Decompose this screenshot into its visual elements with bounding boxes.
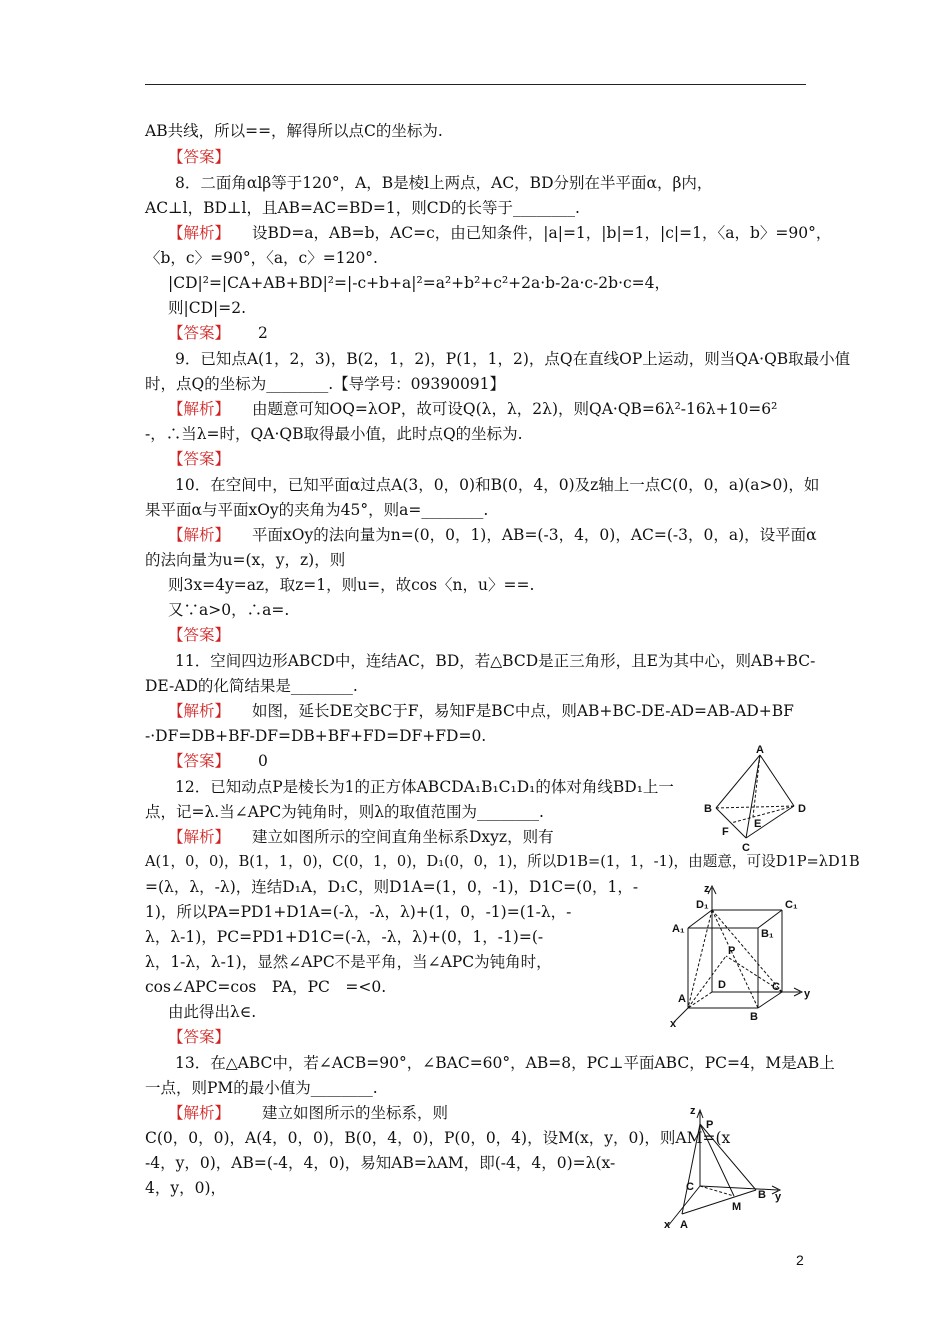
analysis-line: 建立如图所示的坐标系，则: [262, 1104, 449, 1122]
figure-label: y: [804, 988, 811, 1000]
question-12-line: 12．已知动点P是棱长为1的正方体ABCDA₁B₁C₁D₁的体对角线BD₁上一: [175, 778, 674, 796]
figure-label: C: [772, 981, 780, 993]
figure-label: B: [704, 803, 712, 815]
analysis-line: 1)，所以PA=PD1+D1A=(-λ，-λ，λ)+(1，0，-1)=(1-λ，-: [145, 903, 572, 921]
figure-label: D₁: [696, 899, 709, 911]
analysis-line: -，∴当λ=时，QA·QB取得最小值，此时点Q的坐标为.: [145, 425, 523, 443]
figure-label: x: [670, 1018, 677, 1030]
analysis-line: λ，1-λ，λ-1)，显然∠APC不是平角，当∠APC为钝角时，: [145, 953, 552, 971]
question-8-line: AC⊥l，BD⊥l，且AB=AC=BD=1，则CD的长等于________.: [145, 199, 580, 217]
analysis-line: -·DF=DB+BF-DF=DB+BF+FD=DF+FD=0.: [145, 727, 487, 745]
figure-label: B: [750, 1011, 758, 1023]
figure-label: P: [728, 945, 736, 957]
analysis-line: 则3x=4y=az，取z=1，则u=，故cos〈n，u〉==.: [168, 576, 535, 594]
figure-label: A: [678, 993, 686, 1005]
figure-label: z: [704, 883, 710, 895]
page-number: 2: [796, 1252, 804, 1268]
answer-tag: 【答案】: [168, 626, 231, 644]
analysis-line: 建立如图所示的空间直角坐标系Dxyz，则有: [252, 828, 554, 846]
header-rule: [145, 84, 806, 85]
figure-label: F: [722, 826, 729, 838]
analysis-line: 又∵a>0，∴a=.: [168, 601, 290, 619]
answer-tag: 【答案】: [168, 1028, 231, 1046]
cube-figure: [660, 880, 820, 1030]
analysis-tag: 【解析】: [168, 828, 231, 846]
figure-label: D: [798, 803, 806, 815]
answer-tag: 【答案】: [168, 752, 231, 770]
figure-label: D: [718, 979, 726, 991]
analysis-line: λ，λ-1)，PC=PD1+D1C=(-λ，-λ，λ)+(0，1，-1)=(-: [145, 928, 544, 946]
text-line: AB共线，所以==，解得所以点C的坐标为.: [145, 122, 443, 140]
figure-label: C₁: [785, 899, 798, 911]
analysis-line: A(1，0，0)，B(1，1，0)，C(0，1，0)，D₁(0，0，1)，所以D1B=(1，1，-1)，由题意，可设D1P=λD1B: [145, 853, 860, 870]
analysis-line: 则|CD|=2.: [168, 299, 247, 317]
figure-label: A₁: [672, 923, 685, 935]
analysis-line: 〈b，c〉=90°，〈a，c〉=120°.: [145, 249, 378, 267]
figure-label: C: [686, 1181, 694, 1193]
figure-label: A: [680, 1219, 688, 1231]
analysis-line: 由题意可知OQ=λOP，故可设Q(λ，λ，2λ)，则QA·QB=6λ²-16λ+10=6²: [252, 400, 778, 418]
question-9-line: 时，点Q的坐标为________.【导学号：09390091】: [145, 375, 506, 393]
figure-label: A: [756, 745, 764, 756]
figure-label: z: [690, 1105, 696, 1117]
analysis-line: -4，y，0)，AB=(-4，4，0)，易知AB=λAM，即(-4，4，0)=λ(x-: [145, 1154, 616, 1172]
question-9-line: 9．已知点A(1，2，3)，B(2，1，2)，P(1，1，2)，点Q在直线OP上运动，则当QA·QB取最小值: [175, 350, 851, 368]
analysis-tag: 【解析】: [168, 526, 231, 544]
question-10-line: 果平面α与平面xOy的夹角为45°，则a=________.: [145, 501, 489, 519]
analysis-line: 的法向量为u=(x，y，z)，则: [145, 551, 346, 569]
analysis-line: 平面xOy的法向量为n=(0，0，1)，AB=(-3，4，0)，AC=(-3，0，a)，设平面α: [252, 526, 817, 544]
answer-tag: 【答案】: [168, 148, 231, 166]
triangle-figure: [660, 1104, 790, 1232]
analysis-line: 如图，延长DE交BC于F，易知F是BC中点，则AB+BC-DE-AD=AB-AD+BF: [252, 702, 794, 720]
question-8-line: 8．二面角αlβ等于120°，A，B是棱l上两点，AC，BD分别在半平面α，β内，: [175, 174, 713, 192]
figure-label: C: [742, 842, 750, 854]
figure-label: P: [706, 1119, 714, 1131]
analysis-tag: 【解析】: [168, 702, 231, 720]
question-13-line: 13．在△ABC中，若∠ACB=90°，∠BAC=60°，AB=8，PC⊥平面ABC，PC=4，M是AB上: [175, 1054, 835, 1072]
analysis-line: cos∠APC=cos PA，PC =<0.: [145, 978, 387, 996]
analysis-line: |CD|²=|CA+AB+BD|²=|-c+b+a|²=a²+b²+c²+2a·b-2a·c-2b·c=4，: [168, 274, 671, 292]
question-13-line: 一点，则PM的最小值为________.: [145, 1079, 378, 1097]
answer-value: 2: [258, 324, 268, 342]
tetrahedron-figure: [698, 745, 818, 855]
question-11-line: DE-AD的化简结果是________.: [145, 677, 358, 695]
figure-label: y: [775, 1191, 782, 1203]
answer-value: 0: [258, 752, 268, 770]
analysis-line: C(0，0，0)，A(4，0，0)，B(0，4，0)，P(0，0，4)，设M(x，y，0)，则AM=(x: [145, 1129, 731, 1147]
analysis-tag: 【解析】: [168, 400, 231, 418]
question-11-line: 11．空间四边形ABCD中，连结AC，BD，若△BCD是正三角形，且E为其中心，则AB+BC-: [175, 652, 816, 670]
analysis-line: 设BD=a，AB=b，AC=c，由已知条件，|a|=1，|b|=1，|c|=1，〈a，b〉=90°，: [252, 224, 832, 242]
figure-label: B: [758, 1189, 766, 1201]
analysis-tag: 【解析】: [168, 224, 231, 242]
question-12-line: 点，记=λ.当∠APC为钝角时，则λ的取值范围为________.: [145, 803, 544, 821]
figure-label: E: [754, 818, 762, 830]
answer-tag: 【答案】: [168, 450, 231, 468]
figure-label: B₁: [761, 928, 774, 940]
analysis-tag: 【解析】: [168, 1104, 231, 1122]
figure-label: M: [732, 1201, 742, 1213]
analysis-line: 由此得出λ∈.: [168, 1003, 257, 1021]
analysis-line: 4，y，0)，: [145, 1179, 227, 1197]
analysis-line: =(λ，λ，-λ)，连结D₁A，D₁C，则D1A=(1，0，-1)，D1C=(0，1，-: [145, 878, 639, 896]
question-10-line: 10．在空间中，已知平面α过点A(3，0，0)和B(0，4，0)及z轴上一点C(0，0，a)(a>0)，如: [175, 476, 820, 494]
answer-tag: 【答案】: [168, 324, 231, 342]
figure-label: x: [664, 1219, 671, 1231]
